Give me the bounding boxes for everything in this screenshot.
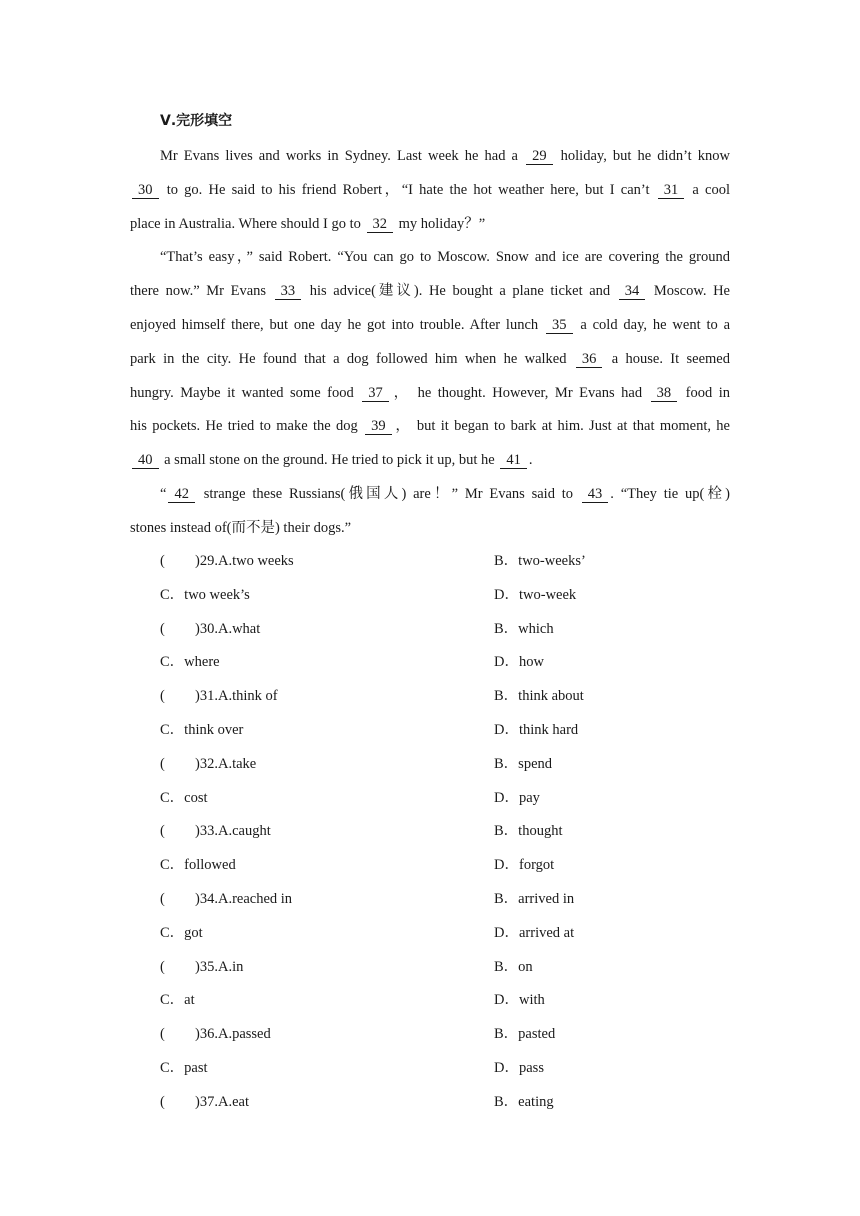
option-c: at bbox=[184, 992, 195, 1009]
blank-number: 40 bbox=[132, 452, 159, 469]
option-left bbox=[160, 984, 195, 1018]
option-right bbox=[494, 984, 545, 1018]
passage-text: ， but it began to bark at him. Just at that moment, he bbox=[393, 418, 730, 435]
option-letter: B． bbox=[494, 823, 519, 840]
option-right bbox=[494, 1018, 555, 1052]
blank-number: 31 bbox=[658, 182, 685, 199]
option-row bbox=[0, 782, 860, 816]
option-row bbox=[0, 579, 860, 613]
question-number: 36 bbox=[199, 1026, 215, 1043]
blank-number: 38 bbox=[651, 385, 678, 402]
passage-line bbox=[130, 343, 730, 377]
option-right bbox=[494, 545, 586, 579]
passage-text: his advice(建议). He bought a plane ticket and bbox=[303, 283, 617, 300]
option-b: on bbox=[518, 958, 533, 975]
option-letter: .A. bbox=[214, 890, 233, 907]
blank-number: 29 bbox=[526, 148, 553, 165]
option-letter: .A. bbox=[214, 553, 233, 569]
passage-text: Moscow. He bbox=[647, 283, 730, 300]
option-row bbox=[0, 984, 860, 1018]
cloze-passage bbox=[130, 140, 730, 546]
passage-line bbox=[130, 309, 730, 343]
passage-text: to go. He said to his friend Robert，“I hate the hot weather here, but I can’t bbox=[160, 181, 656, 198]
option-a: two weeks bbox=[232, 553, 294, 569]
passage-text: hungry. Maybe it wanted some food bbox=[130, 384, 361, 401]
option-left bbox=[160, 815, 271, 849]
option-letter: C． bbox=[160, 924, 185, 941]
option-right bbox=[494, 1086, 554, 1120]
option-a: passed bbox=[232, 1026, 271, 1043]
blank-number: 41 bbox=[500, 452, 527, 469]
answer-parenthesis: ( bbox=[160, 755, 165, 772]
blank-number: 32 bbox=[367, 216, 394, 233]
option-row bbox=[0, 1052, 860, 1086]
option-right bbox=[494, 680, 584, 714]
question-options bbox=[0, 545, 860, 1120]
blank-number: 35 bbox=[546, 317, 573, 334]
option-c: past bbox=[184, 1059, 208, 1076]
option-b: arrived in bbox=[518, 890, 575, 907]
option-row bbox=[0, 714, 860, 748]
option-a: what bbox=[232, 620, 261, 637]
answer-parenthesis: ( bbox=[160, 890, 165, 907]
blank-number: 43 bbox=[582, 486, 609, 503]
option-c: where bbox=[184, 654, 220, 671]
blank-number: 37 bbox=[362, 385, 389, 402]
passage-text: my holiday？” bbox=[395, 215, 486, 232]
option-right bbox=[494, 849, 554, 883]
option-letter: D． bbox=[494, 924, 519, 941]
option-right bbox=[494, 917, 574, 951]
option-letter: B． bbox=[494, 890, 519, 907]
option-letter: .A. bbox=[214, 1026, 233, 1043]
passage-line bbox=[130, 377, 730, 411]
answer-parenthesis: ( bbox=[160, 823, 165, 840]
answer-parenthesis-close: ) bbox=[195, 620, 200, 637]
question-number: 33 bbox=[199, 823, 215, 840]
option-letter: D． bbox=[494, 654, 519, 671]
passage-text: place in Australia. Where should I go to bbox=[130, 215, 365, 232]
passage-text: Mr Evans lives and works in Sydney. Last week he had a bbox=[160, 148, 525, 164]
passage-line bbox=[130, 241, 730, 275]
option-row bbox=[0, 917, 860, 951]
option-b: eating bbox=[518, 1093, 554, 1110]
question-number: 35 bbox=[199, 958, 215, 975]
option-letter: D． bbox=[494, 992, 519, 1009]
question-number: 34 bbox=[199, 890, 215, 907]
option-row bbox=[0, 748, 860, 782]
passage-text: a cold day, he went to a bbox=[574, 316, 731, 333]
option-d: forgot bbox=[518, 857, 555, 874]
passage-text: a small stone on the ground. He tried to pick it up, but he bbox=[160, 452, 499, 469]
option-letter: B． bbox=[494, 1026, 519, 1043]
passage-line bbox=[130, 208, 730, 242]
passage-text: strange these Russians(俄国人) are！” Mr Evans said to bbox=[196, 485, 580, 502]
option-left bbox=[160, 883, 292, 917]
answer-parenthesis: ( bbox=[160, 1093, 165, 1110]
option-c: followed bbox=[184, 857, 236, 874]
option-left bbox=[160, 951, 243, 985]
option-letter: C． bbox=[160, 1059, 185, 1076]
option-letter: C． bbox=[160, 721, 185, 738]
option-left bbox=[160, 1086, 249, 1120]
option-d: how bbox=[518, 654, 544, 671]
question-number: 31 bbox=[199, 688, 215, 705]
option-left bbox=[160, 680, 278, 714]
option-letter: D． bbox=[494, 1059, 519, 1076]
option-right bbox=[494, 613, 554, 647]
passage-text: enjoyed himself there, but one day he got into trouble. After lunch bbox=[130, 316, 544, 333]
question-number: 37 bbox=[199, 1093, 215, 1110]
option-left bbox=[160, 579, 250, 613]
option-right bbox=[494, 748, 552, 782]
option-letter: C． bbox=[160, 992, 185, 1009]
option-row bbox=[0, 545, 860, 579]
option-d: with bbox=[518, 992, 545, 1009]
passage-text: there now.” Mr Evans bbox=[130, 283, 273, 300]
option-b: two-weeks’ bbox=[518, 553, 586, 569]
option-letter: C． bbox=[160, 586, 185, 603]
option-a: reached in bbox=[232, 890, 293, 907]
option-letter: B． bbox=[494, 688, 519, 705]
option-left bbox=[160, 1052, 208, 1086]
option-letter: C． bbox=[160, 654, 185, 671]
option-left bbox=[160, 849, 236, 883]
option-b: thought bbox=[518, 823, 563, 840]
answer-parenthesis-close: ) bbox=[195, 1026, 200, 1043]
option-right bbox=[494, 782, 540, 816]
option-row bbox=[0, 680, 860, 714]
passage-line bbox=[130, 174, 730, 208]
passage-text: a house. It seemed bbox=[604, 350, 730, 367]
option-d: pay bbox=[518, 789, 540, 806]
passage-text: “ bbox=[160, 485, 167, 502]
blank-number: 42 bbox=[168, 486, 195, 503]
option-b: pasted bbox=[518, 1026, 556, 1043]
option-left bbox=[160, 782, 208, 816]
passage-text: park in the city. He found that a dog followed him when he walked bbox=[130, 350, 574, 367]
option-left bbox=[160, 714, 243, 748]
option-letter: .A. bbox=[214, 1093, 233, 1110]
passage-line bbox=[130, 140, 730, 174]
option-a: caught bbox=[232, 823, 271, 840]
option-left bbox=[160, 1018, 271, 1052]
option-letter: D． bbox=[494, 789, 519, 806]
option-b: which bbox=[518, 620, 554, 637]
option-a: take bbox=[232, 755, 257, 772]
option-row bbox=[0, 613, 860, 647]
option-c: think over bbox=[184, 721, 244, 738]
passage-line bbox=[130, 410, 730, 444]
option-a: eat bbox=[232, 1093, 249, 1110]
option-a: think of bbox=[232, 688, 278, 705]
option-letter: .A. bbox=[214, 958, 233, 975]
passage-text: ， he thought. However, Mr Evans had bbox=[390, 384, 649, 401]
option-d: pass bbox=[518, 1059, 544, 1076]
option-row bbox=[0, 1086, 860, 1120]
option-row bbox=[0, 1018, 860, 1052]
passage-text: . bbox=[528, 452, 533, 469]
option-letter: .A. bbox=[214, 823, 233, 840]
passage-line bbox=[130, 512, 730, 546]
blank-number: 36 bbox=[576, 351, 603, 368]
option-right bbox=[494, 815, 562, 849]
option-letter: B． bbox=[494, 553, 519, 569]
option-row bbox=[0, 815, 860, 849]
option-c: two week’s bbox=[184, 586, 250, 603]
answer-parenthesis-close: ) bbox=[195, 553, 200, 569]
answer-parenthesis: ( bbox=[160, 620, 165, 637]
option-row bbox=[0, 849, 860, 883]
option-d: think hard bbox=[518, 721, 579, 738]
option-letter: .A. bbox=[214, 755, 233, 772]
option-letter: B． bbox=[494, 620, 519, 637]
passage-text: holiday, but he didn’t know bbox=[554, 148, 730, 164]
option-b: think about bbox=[518, 688, 584, 705]
question-number: 32 bbox=[199, 755, 215, 772]
answer-parenthesis-close: ) bbox=[195, 1093, 200, 1110]
blank-number: 34 bbox=[619, 283, 646, 300]
option-right bbox=[494, 714, 578, 748]
blank-number: 33 bbox=[275, 283, 302, 300]
passage-text: . “They tie up(栓) bbox=[610, 485, 730, 502]
option-letter: .A. bbox=[214, 688, 233, 705]
passage-text: “That’s easy，” said Robert. “You can go to Moscow. Snow and ice are covering the ground bbox=[160, 249, 730, 266]
option-d: two-week bbox=[518, 586, 577, 603]
answer-parenthesis-close: ) bbox=[195, 755, 200, 772]
option-right bbox=[494, 646, 544, 680]
option-left bbox=[160, 917, 203, 951]
passage-line bbox=[130, 275, 730, 309]
passage-text: his pockets. He tried to make the dog bbox=[130, 418, 364, 435]
option-right bbox=[494, 883, 574, 917]
section-title: Ⅴ.完形填空 bbox=[160, 113, 233, 129]
option-left bbox=[160, 613, 260, 647]
option-b: spend bbox=[518, 755, 553, 772]
option-letter: C． bbox=[160, 789, 185, 806]
option-c: got bbox=[184, 924, 203, 941]
option-letter: B． bbox=[494, 958, 519, 975]
option-left bbox=[160, 545, 294, 579]
option-row bbox=[0, 951, 860, 985]
option-letter: .A. bbox=[214, 620, 233, 637]
blank-number: 30 bbox=[132, 182, 159, 199]
option-right bbox=[494, 579, 576, 613]
answer-parenthesis: ( bbox=[160, 958, 165, 975]
answer-parenthesis-close: ) bbox=[195, 958, 200, 975]
question-number: 30 bbox=[199, 620, 215, 637]
option-letter: B． bbox=[494, 755, 519, 772]
option-letter: B． bbox=[494, 1093, 519, 1110]
option-letter: D． bbox=[494, 721, 519, 738]
option-a: in bbox=[232, 958, 244, 975]
option-left bbox=[160, 646, 220, 680]
option-letter: C． bbox=[160, 857, 185, 874]
option-right bbox=[494, 951, 533, 985]
option-right bbox=[494, 1052, 544, 1086]
passage-text: stones instead of(而不是) their dogs.” bbox=[130, 519, 352, 536]
option-row bbox=[0, 646, 860, 680]
passage-text: a cool bbox=[686, 181, 730, 198]
option-c: cost bbox=[184, 789, 208, 806]
answer-parenthesis-close: ) bbox=[195, 890, 200, 907]
passage-line bbox=[130, 444, 730, 478]
passage-text: food in bbox=[679, 384, 730, 401]
option-letter: D． bbox=[494, 586, 519, 603]
answer-parenthesis-close: ) bbox=[195, 823, 200, 840]
question-number: 29 bbox=[199, 553, 215, 569]
answer-parenthesis-close: ) bbox=[195, 688, 200, 705]
option-left bbox=[160, 748, 256, 782]
answer-parenthesis: ( bbox=[160, 1026, 165, 1043]
option-d: arrived at bbox=[518, 924, 575, 941]
blank-number: 39 bbox=[365, 418, 392, 435]
option-row bbox=[0, 883, 860, 917]
passage-line bbox=[130, 478, 730, 512]
option-letter: D． bbox=[494, 857, 519, 874]
answer-parenthesis: ( bbox=[160, 688, 165, 705]
answer-parenthesis: ( bbox=[160, 553, 165, 569]
